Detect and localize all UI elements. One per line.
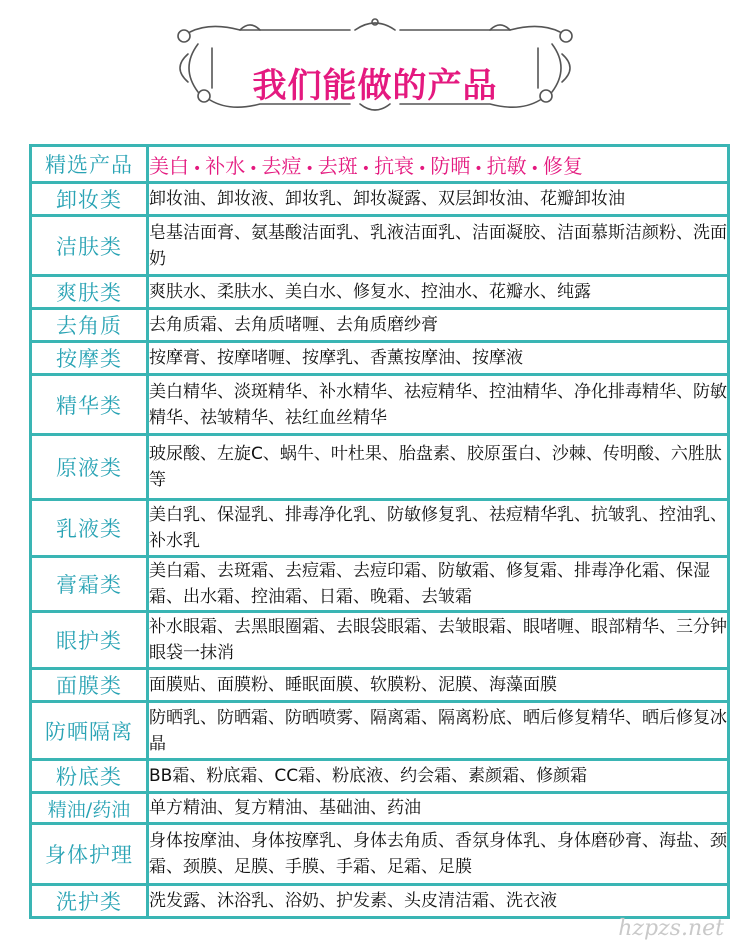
title-banner <box>150 14 600 124</box>
separator-dot: • <box>530 160 539 177</box>
row-category: 洁肤类 <box>31 216 148 276</box>
table-row <box>31 435 729 500</box>
row-category: 眼护类 <box>31 612 148 669</box>
table-row <box>31 342 729 375</box>
row-items: 玻尿酸、左旋C、蜗牛、叶杜果、胎盘素、胶原蛋白、沙棘、传明酸、六胜肽等 <box>148 435 729 500</box>
table-row <box>31 375 729 435</box>
watermark: hzpzs.net <box>618 916 724 941</box>
table-row <box>31 309 729 342</box>
header-category-cell: 精选产品 <box>31 146 148 183</box>
table-row <box>31 793 729 824</box>
benefit: 去痘 <box>261 153 302 178</box>
benefit: 修复 <box>542 153 583 178</box>
benefit: 防晒 <box>430 153 471 178</box>
row-category: 精油/药油 <box>31 793 148 824</box>
row-items: 去角质霜、去角质啫喱、去角质磨纱膏 <box>148 309 729 342</box>
row-category: 粉底类 <box>31 760 148 793</box>
table-row <box>31 669 729 702</box>
benefit: 美白 <box>149 153 189 178</box>
row-category: 面膜类 <box>31 669 148 702</box>
benefit: 抗衰 <box>374 153 415 178</box>
table-row <box>31 824 729 885</box>
benefit: 补水 <box>205 153 246 178</box>
table-row <box>31 557 729 612</box>
page-title: 我们能做的产品 <box>252 66 498 106</box>
row-items: 美白霜、去斑霜、去痘霜、去痘印霜、防敏霜、修复霜、排毒净化霜、保湿霜、出水霜、控油霜、日霜、晚霜、去皱霜 <box>148 557 729 612</box>
table-row <box>31 183 729 216</box>
table-row <box>31 500 729 557</box>
row-items: 皂基洁面膏、氨基酸洁面乳、乳液洁面乳、洁面凝胶、洁面慕斯洁颜粉、洗面奶 <box>148 216 729 276</box>
benefit: 抗敏 <box>486 153 527 178</box>
row-items: 爽肤水、柔肤水、美白水、修复水、控油水、花瓣水、纯露 <box>148 276 729 309</box>
row-category: 按摩类 <box>31 342 148 375</box>
row-items: 美白乳、保湿乳、排毒净化乳、防敏修复乳、祛痘精华乳、抗皱乳、控油乳、补水乳 <box>148 500 729 557</box>
row-items: 单方精油、复方精油、基础油、药油 <box>148 793 729 824</box>
benefits-list <box>148 146 729 183</box>
product-table <box>29 144 730 919</box>
separator-dot: • <box>305 160 314 177</box>
row-items: BB霜、粉底霜、CC霜、粉底液、约会霜、素颜霜、修颜霜 <box>148 760 729 793</box>
row-category: 防晒隔离 <box>31 702 148 760</box>
row-category: 精华类 <box>31 375 148 435</box>
separator-dot: • <box>474 160 483 177</box>
row-category: 爽肤类 <box>31 276 148 309</box>
row-items: 洗发露、沐浴乳、浴奶、护发素、头皮清洁霜、洗衣液 <box>148 885 729 918</box>
row-category: 乳液类 <box>31 500 148 557</box>
table-row <box>31 612 729 669</box>
table-row <box>31 760 729 793</box>
row-items: 补水眼霜、去黑眼圈霜、去眼袋眼霜、去皱眼霜、眼啫喱、眼部精华、三分钟眼袋一抹消 <box>148 612 729 669</box>
separator-dot: • <box>193 160 202 177</box>
table-row <box>31 702 729 760</box>
row-items: 卸妆油、卸妆液、卸妆乳、卸妆凝露、双层卸妆油、花瓣卸妆油 <box>148 183 729 216</box>
separator-dot: • <box>361 160 371 177</box>
separator-dot: • <box>418 160 427 177</box>
row-items: 身体按摩油、身体按摩乳、身体去角质、香氛身体乳、身体磨砂膏、海盐、颈霜、颈膜、足膜、手膜、手霜、足霜、足膜 <box>148 824 729 885</box>
table-row <box>31 885 729 918</box>
table-header-row <box>31 146 729 183</box>
row-items: 美白精华、淡斑精华、补水精华、祛痘精华、控油精华、净化排毒精华、防敏精华、祛皱精华、祛红血丝精华 <box>148 375 729 435</box>
table-row <box>31 216 729 276</box>
row-category: 膏霜类 <box>31 557 148 612</box>
row-category: 卸妆类 <box>31 183 148 216</box>
row-category: 原液类 <box>31 435 148 500</box>
row-items: 按摩膏、按摩啫喱、按摩乳、香薰按摩油、按摩液 <box>148 342 729 375</box>
row-category: 洗护类 <box>31 885 148 918</box>
row-items: 面膜贴、面膜粉、睡眠面膜、软膜粉、泥膜、海藻面膜 <box>148 669 729 702</box>
row-items: 防晒乳、防晒霜、防晒喷雾、隔离霜、隔离粉底、晒后修复精华、晒后修复冰晶 <box>148 702 729 760</box>
table-row <box>31 276 729 309</box>
benefit: 去斑 <box>317 153 358 178</box>
row-category: 身体护理 <box>31 824 148 885</box>
separator-dot: • <box>249 160 258 177</box>
row-category: 去角质 <box>31 309 148 342</box>
